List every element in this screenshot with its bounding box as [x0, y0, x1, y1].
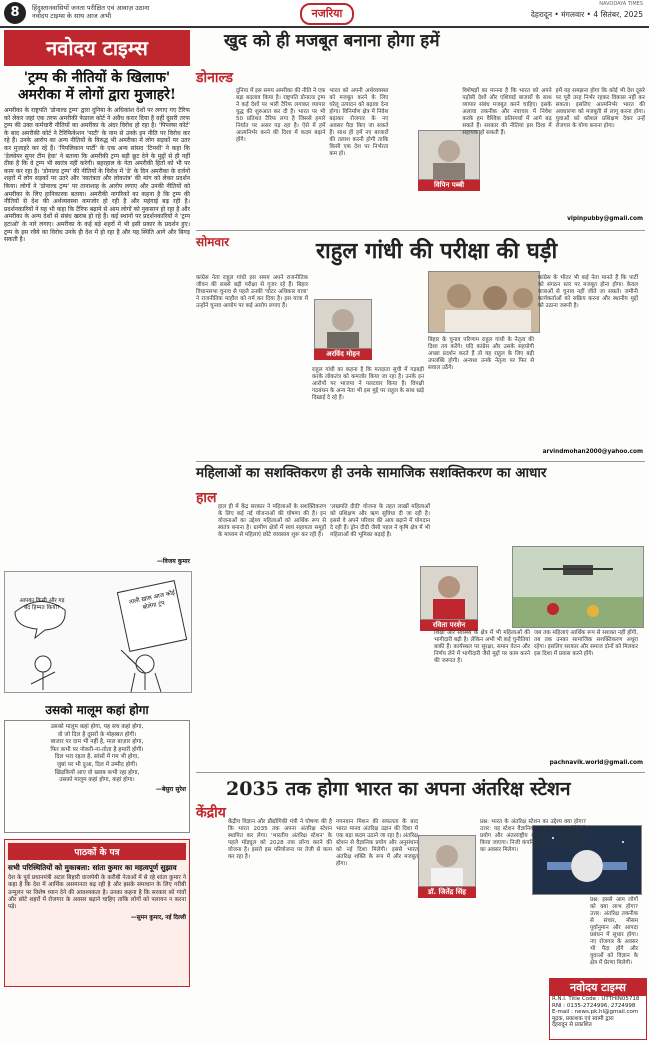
- poem-signature: —बेसुरा सुरेश: [155, 785, 186, 793]
- article3-kicker: हाल: [196, 490, 217, 506]
- article1-email: vipinpubby@gmail.com: [567, 216, 643, 222]
- imprint-box: [549, 978, 647, 1040]
- article4-headline: 2035 तक होगा भारत का अपना अंतरिक्ष स्टेशन: [226, 778, 571, 800]
- article1-col: हमें यह समझना होगा कि कोई भी देश दूसरे पर पूरी तरह निर्भर रहकर विकास नहीं कर सकता। इसलिए आत्मनिर्भर भारत की अवधारणा को मजबूती से लागू करना होगा। युवाओं को कौशल प्रशिक्षण देकर उन्हें रोजगार के योग्य बनाना होगा।: [555, 88, 645, 129]
- poem-line: फिर कभी पर नोकरी-ना-तोता है हमारी होगी।: [50, 746, 144, 753]
- section-title: नजरिया: [300, 3, 354, 25]
- imprint-line: E-mail : news.pk.hl@gmail.com: [552, 1009, 639, 1016]
- cartoon-sign-text: ताली ख़ास आज कोई बोलेगा ट्रंप: [128, 589, 176, 612]
- page-header: [0, 0, 649, 28]
- imprint-line: RNI : 0135-2724996, 2724998: [552, 1002, 636, 1009]
- article2-col: राहुल गांधी का कहना है कि मतदाता सूची में गड़बड़ी करके लोकतंत्र को कमजोर किया जा रहा है। उनके इन आरोपों पर भाजपा ने पलटवार किया है। विपक्षी गठबंधन के अन्य नेता भी इस मुद्दे पर राहुल के साथ खड़े दिखाई दे रहे हैं।: [312, 367, 424, 401]
- imprint-logo: नवोदय टाइम्स: [550, 979, 646, 996]
- article2-email: arvindmohan2000@yahoo.com: [542, 449, 643, 455]
- newspaper-logo: नवोदय टाइम्स: [4, 30, 190, 66]
- poem-line: दिल भरा रहता है, सांसों में गम भी होगा,: [54, 754, 140, 761]
- article1-headline: खुद को ही मजबूत बनाना होगा हमें: [224, 31, 440, 51]
- article2-col: कांग्रेस नेता राहुल गांधी इस समय अपने राजनीतिक जीवन की सबसे बड़ी परीक्षा से गुजर रहे हैं। बिहार विधानसभा चुनाव से पहले उनकी 'वोटर अधिकार यात्रा' ने राजनीतिक माहौल को गर्म कर दिया है। इस यात्रा में उन्होंने चुनाव आयोग पर कई आरोप लगाए हैं।: [196, 275, 308, 309]
- article3-col: शिक्षा और स्वास्थ्य के क्षेत्र में भी महिलाओं की भागीदारी बढ़ी है। लेकिन अभी भी कई चुनौतियां बाकी हैं। कार्यस्थल पर सुरक्षा, समान वेतन और निर्णय लेने में भागीदारी जैसे मुद्दों पर काम करने की जरूरत है।: [434, 630, 530, 664]
- poem-line: उसको मालूम कहां होगा, कहां होगा।: [59, 777, 135, 784]
- article4-col: केंद्रीय विज्ञान और प्रौद्योगिकी मंत्री ने घोषणा की है कि भारत 2035 तक अपना अंतरिक्ष स्टेशन स्थापित कर लेगा। 'भारतीय अंतरिक्ष स्टेशन' के पहले मॉड्यूल को 2028 तक लॉन्च करने की योजना है। इसरो इस परियोजना पर तेजी से काम कर रहा है।: [228, 819, 332, 860]
- main-area: [196, 30, 645, 1038]
- poem-line: बाजार पर दाम भी नहीं है, माल बाज़ार होगा,: [50, 739, 144, 746]
- article1-author: विपिन पब्बी: [418, 180, 480, 191]
- page-number: 8: [4, 2, 26, 24]
- editorial-body: अमरीका के राष्ट्रपति 'डोनाल्ड ट्रम्प' द्वारा दुनिया के अधिकांश देशों पर लगाए गए टैरिफ को लेकर जहां एक तरफ अमरीकी फेडरल कोर्ट ने अवैध करार दिया है वहीं दूसरी तरफ ट्रम्प की उक्त कर्मचारी नीतियों का अमरीका के अंदर विरोध हो रहा है। 'पिपलस कोर्ट' के बाद अमरीकी कोर्ट ने टैरिफिकेशन 'पाटी' के नाम से उनके इन नीति पर विरोध कर रहे हैं। उनके आरोप का अन्य नीतियों के विरुद्ध भी अमरीका में लोग सड़कों पर उतर कर मुजाहरे कर रहे हैं। 'पिपलिकान पार्टी' के एक अन्य सांसद 'टिमथी' ने कहा कि 'डेलवेयर सुपर टीम हेवा' ने बताया कि अमरीकी ट्रम्प बड़ी छूट देने के मुद्दों से ही नहीं ठीक है कि वे ट्रम्प भी स्वतंत्र नहीं करेगी। बहरहाल के नेता अमरीकी हितों को भी पर काम कर रहा है। 'डोनाल्ड ट्रम्प' की नीतियों के विरोध में 'डे' के दिन अमरीका के दर्जनों शहरों में लोग सड़कों पर उतरे और 'स्वतंत्रता और लोकतंत्र' की मांग को लेकर प्रदर्शन किया। लोगों ने 'डोनाल्ड ट्रम्प' पर तानाशाह के आरोप लगाए और उनकी नीतियों को अमरीका के लिए हानिकारक बताया। अमरीकी नागरिकों का कहना है कि ट्रम्प की नीतियों से देश की अर्थव्यवस्था कमजोर हो रही है और महंगाई बढ़ रही है। प्रदर्शनकारियों ने यह भी कहा कि टैरिफ बढ़ाने से आम लोगों को नुकसान हो रहा है और अमरीका के अन्य देशों से संबंध खराब हो रहे हैं। कई स्थानों पर प्रदर्शनकारियों ने 'ट्रम्प हटाओ' के नारे लगाए। अमरीका के कई बड़े शहरों में भी इसी प्रकार के प्रदर्शन हुए। ट्रम्प के इस रवैये का विरोध उनके ही देश में हो रहा है और यह स्थिति आगे और बिगड़ सकती है।: [4, 107, 190, 244]
- poem-line: जुबां पर भी दुआ, दिल में उम्मीद होगी।: [56, 761, 138, 768]
- letters-box: [4, 839, 190, 987]
- cartoon-speech: आपका किसी और गड़ बद हिम्मत किया?: [19, 598, 65, 611]
- article1-kicker: डोनाल्ड: [196, 70, 234, 86]
- article-rahul-gandhi: [196, 231, 645, 462]
- imprint-line: मुद्रक, प्रकाशक एवं स्वामी द्वारा: [552, 1015, 614, 1022]
- article4-col: गगनयान मिशन की सफलता के बाद भारत मानव अंतरिक्ष उड़ान की दिशा में एक बड़ा कदम उठाने जा रहा है। अंतरिक्ष स्टेशन से वैज्ञानिक प्रयोग और अनुसंधान को नई दिशा मिलेगी। इससे भारत अंतरिक्ष शक्ति के रूप में और मजबूत होगा।: [336, 819, 418, 867]
- poem-line: वो जो दिल है दूसरों के मोहब्बत होगी।: [57, 731, 137, 738]
- poem-title: उसको मालूम कहां होगा: [45, 703, 149, 717]
- article-self-reliance: [196, 30, 645, 231]
- letters-title: पाठकों के पत्र: [8, 843, 186, 860]
- letters-signature: —सुमन कुमार, नई दिल्ली: [130, 915, 186, 922]
- editorial-signature: —विजय कुमार: [156, 558, 190, 565]
- article3-author: रविता परशेन: [420, 620, 478, 631]
- poem-line: उसको मालूम कहां होगा, यह सच कहां होगा,: [50, 724, 144, 730]
- article1-col: विशेषज्ञों का मानना है कि भारत को अपने पड़ोसी देशों और एशियाई बाजारों के साथ व्यापार संबंध मजबूत करने चाहिए। इसके अलावा तकनीक और नवाचार में निवेश करके हम वैश्विक प्रतिस्पर्धा में आगे बढ़ सकते हैं। सरकार की नीतियां इस दिशा में सहायक हो सकती हैं।: [462, 88, 552, 136]
- header-tagline: हिंदुस्तानवासियों जनता परीक्षित एवं आवाज़ उठाना नवोदय टाइम्स के साथ आज अभी: [32, 4, 150, 20]
- article3-col: जब तक महिलाएं आर्थिक रूप से सशक्त नहीं होंगी, तब तक उनका सामाजिक सशक्तिकरण अधूरा रहेगा। इसलिए सरकार और समाज दोनों को मिलकर इस दिशा में प्रयास करने होंगे।: [534, 630, 639, 657]
- article2-headline: राहुल गांधी की परीक्षा की घड़ी: [316, 238, 558, 264]
- article3-email: pachnavik.world@gmail.com: [549, 760, 643, 766]
- left-column: [4, 30, 190, 1038]
- article3-col: हाल ही में केंद्र सरकार ने महिलाओं के सशक्तिकरण के लिए कई नई योजनाओं की घोषणा की है। इन योजनाओं का उद्देश्य महिलाओं को आर्थिक रूप से स्वतंत्र बनाना है। ग्रामीण क्षेत्रों में स्वयं सहायता समूहों के माध्यम से महिलाएं छोटे व्यवसाय शुरू कर रही हैं।: [218, 504, 326, 538]
- cartoon-drawing: [5, 572, 191, 692]
- article1-col: दुनिया में इस समय अमरीका की नीति ने एक बड़ा बदलाव किया है। राष्ट्रपति डोनाल्ड ट्रम्प ने कई देशों पर भारी टैरिफ लगाकर व्यापार युद्ध की शुरुआत कर दी है। भारत पर भी 50 प्रतिशत टैरिफ लगा है जिससे हमारे निर्यात पर असर पड़ रहा है। ऐसे में हमें आत्मनिर्भर बनने की दिशा में कदम बढ़ाने होंगे।: [236, 88, 326, 143]
- article3-headline: महिलाओं का सशक्तिकरण ही उनके सामाजिक सशक्तिकरण का आधार: [196, 465, 547, 481]
- article2-col: बिहार के चुनाव परिणाम राहुल गांधी के नेतृत्व की दिशा तय करेंगे। यदि कांग्रेस और उसके सहयोगी अच्छा प्रदर्शन करते हैं तो यह राहुल के लिए बड़ी उपलब्धि होगी। अन्यथा उनके नेतृत्व पर फिर से सवाल उठेंगे।: [428, 337, 534, 371]
- imprint-line: देहरादून से प्रकाशित: [552, 1022, 592, 1029]
- article4-author: डॉ. जितेंद्र सिंह: [418, 887, 476, 898]
- article2-kicker: सोमवार: [196, 235, 230, 249]
- article4-kicker: केंद्रीय: [196, 805, 226, 821]
- imprint-line: R.N.I. Title Code : UTTHIN05718: [552, 996, 640, 1002]
- brand-tag: NAVODAYA TIMES: [599, 1, 643, 7]
- article3-col: 'लखपति दीदी' योजना के तहत लाखों महिलाओं को प्रशिक्षण और ऋण सुविधा दी जा रही है। इससे वे अपने परिवार की आय बढ़ाने में योगदान दे रही हैं। ड्रोन दीदी जैसी पहल ने कृषि क्षेत्र में भी महिलाओं की भूमिका बढ़ाई है।: [330, 504, 430, 538]
- article-women-empowerment: [196, 462, 645, 773]
- article2-author: अरविंद मोहन: [314, 349, 372, 360]
- article2-col: कांग्रेस के भीतर भी कई नेता मानते हैं कि पार्टी को संगठन स्तर पर मजबूत होना होगा। केवल यात्राओं से चुनाव नहीं जीते जा सकते। जमीनी कार्यकर्ताओं को सक्रिय करना और स्थानीय मुद्दों को उठाना जरूरी है।: [538, 275, 638, 309]
- cartoon: [4, 571, 192, 693]
- article1-col: भारत को अपनी अर्थव्यवस्था को मजबूत करने के लिए घरेलू उत्पादन को बढ़ावा देना होगा। विनिर्माण क्षेत्र में निवेश बढ़ाकर रोजगार के नए अवसर पैदा किए जा सकते हैं। साथ ही हमें नए बाजारों की तलाश करनी होगी ताकि किसी एक देश पर निर्भरता कम हो।: [329, 88, 389, 157]
- letters-body: देश के पूर्व प्रधानमंत्री अटल बिहारी वाजपेयी के करीबी नेताओं में से रहे शांता कुमार ने कहा है कि देश में आर्थिक असमानता बढ़ रही है और इसके समाधान के लिए गरीबी उन्मूलन पर विशेष ध्यान देने की आवश्यकता है। उनका कहना है कि सरकार को गांवों और छोटे शहरों में रोजगार के अवसर बढ़ाने चाहिए ताकि लोगों को पलायन न करना पड़े।: [8, 875, 186, 911]
- poem-box: [4, 720, 190, 833]
- article4-col: प्रश्न: इससे आम लोगों को क्या लाभ होगा? उत्तर: अंतरिक्ष तकनीक से संचार, मौसम पूर्वानुमान और आपदा प्रबंधन में सुधार होगा। नए रोजगार के अवसर भी पैदा होंगे और युवाओं को विज्ञान के क्षेत्र में प्रेरणा मिलेगी।: [590, 897, 638, 966]
- letters-subject: सभी परिस्थितियों को मुकाबला: सांता कुमार का महत्वपूर्ण सुझाव: [8, 863, 177, 872]
- article4-col: प्रश्न: भारत के अंतरिक्ष स्टेशन का उद्देश्य क्या होगा? उत्तर: यह स्टेशन वैज्ञानिक अनुसंधान, माइक्रोग्रैविटी प्रयोग और अंतरराष्ट्रीय सहयोग के लिए इस्तेमाल किया जाएगा। निजी कंपनियों को भी इसमें भागीदारी का अवसर मिलेगा।: [480, 819, 586, 853]
- dateline: देहरादून • मंगलवार • 4 सितंबर, 2025: [530, 10, 643, 19]
- poem-line: खिड़कियों आए वो ख्वाब कभी रहा होगा,: [54, 769, 140, 776]
- editorial-headline: 'ट्रम्प की नीतियों के खिलाफ' अमरीका में लोगों द्वारा मुजाहरे!: [17, 70, 176, 103]
